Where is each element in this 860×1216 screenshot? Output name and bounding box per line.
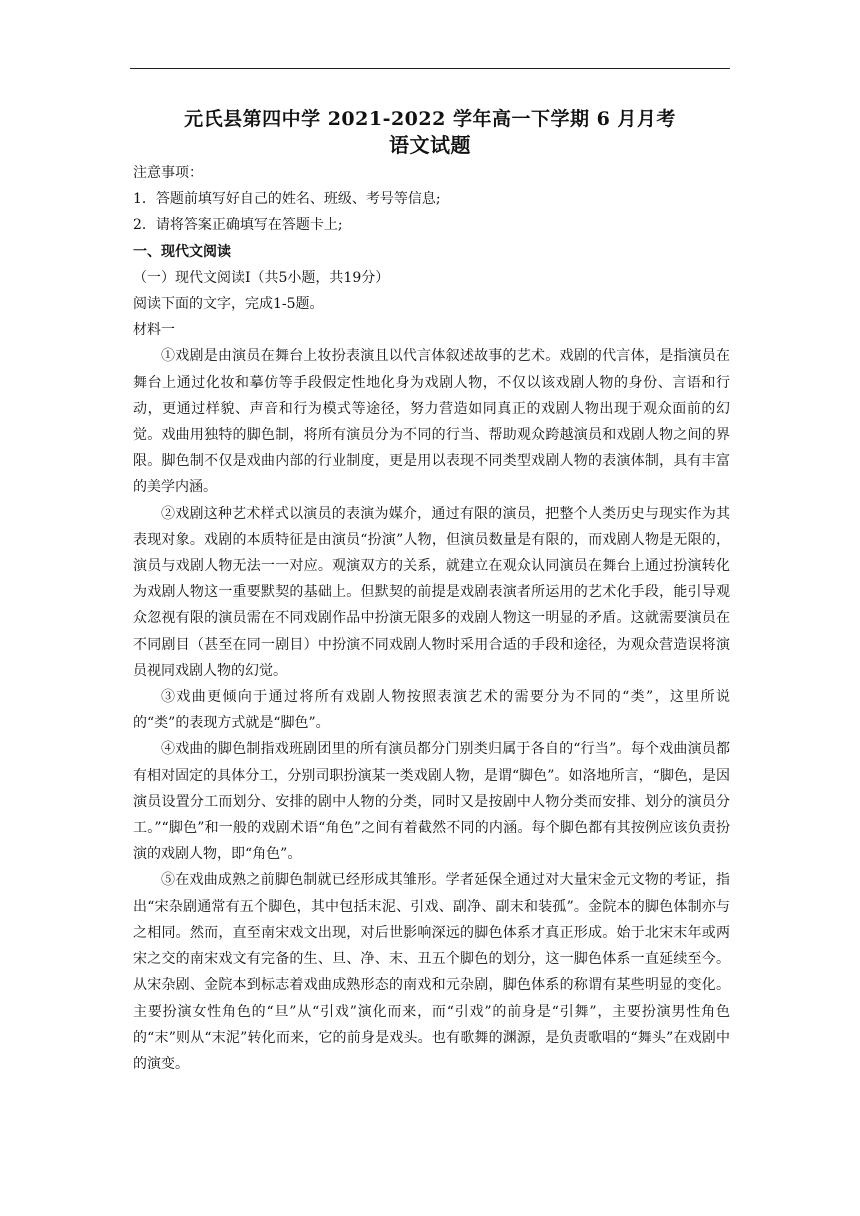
- passage-paragraph: ③戏曲更倾向于通过将所有戏剧人物按照表演艺术的需要分为不同的“类”，这里所说的“类”的表现方式就是“脚色”。: [133, 689, 730, 732]
- exam-title: 元氏县第四中学 2021-2022 学年高一下学期 6 月月考: [184, 108, 676, 130]
- passage-paragraph: ④戏曲的脚色制指戏班剧团里的所有演员都分门别类归属于各自的“行当”。每个戏曲演员都有相对固定的具体分工，分别司职扮演某一类戏剧人物，是谓“脚色”。如洛地所言，“脚色，是因演员设置分工而划分、安排的剧中人物的分类，同时又是按剧中人物分类而安排、划分的演员分工。”“脚色”和一般的戏剧术语“角色”之间有着截然不同的内涵。每个脚色都有其按例应该负责扮演的戏剧人物，即“角色”。: [133, 741, 730, 863]
- exam-content: [133, 160, 730, 1077]
- reading-instruction: 阅读下面的文字，完成1-5题。: [133, 296, 324, 313]
- section-subtitle: （一）现代文阅读Ⅰ（共5小题，共19分）: [133, 269, 390, 286]
- notes-heading: 注意事项：: [133, 165, 203, 181]
- note-item: 2．请将答案正确填写在答题卡上;: [133, 217, 343, 234]
- note-item: 1．答题前填写好自己的姓名、班级、考号等信息;: [133, 191, 441, 208]
- exam-subject-title: 语文试题: [389, 133, 471, 157]
- section-title: 一、现代文阅读: [133, 243, 231, 260]
- passage-paragraph: ①戏剧是由演员在舞台上妆扮表演且以代言体叙述故事的艺术。戏剧的代言体，是指演员在舞台上通过化妆和摹仿等手段假定性地化身为戏剧人物，不仅以该戏剧人物的身份、言语和行动，更通过样貌、声音和行为模式等途径，努力营造如同真正的戏剧人物出现于观众面前的幻觉。戏曲用独特的脚色制，将所有演员分为不同的行当、帮助观众跨越演员和戏剧人物之间的界限。脚色制不仅是戏曲内部的行业制度，更是用以表现不同类型戏剧人物的表演体制，具有丰富的美学内涵。: [133, 348, 730, 496]
- passage-paragraph: ②戏剧这种艺术样式以演员的表演为媒介，通过有限的演员，把整个人类历史与现实作为其表现对象。戏剧的本质特征是由演员“扮演”人物，但演员数量是有限的，而戏剧人物是无限的，演员与戏剧人物无法一一对应。观演双方的关系，就建立在观众认同演员在舞台上通过扮演转化为戏剧人物这一重要默契的基础上。但默契的前提是戏剧表演者所运用的艺术化手段，能引导观众忽视有限的演员需在不同戏剧作品中扮演无限多的戏剧人物这一明显的矛盾。这就需要演员在不同剧目（甚至在同一剧目）中扮演不同戏剧人物时采用合适的手段和途径，为观众营造误将演员视同戏剧人物的幻觉。: [133, 505, 730, 679]
- header-rule: [130, 68, 730, 69]
- material-label: 材料一: [133, 322, 175, 339]
- passage-paragraph: ⑤在戏曲成熟之前脚色制就已经形成其雏形。学者延保全通过对大量宋金元文物的考证，指出“宋杂剧通常有五个脚色，其中包括末泥、引戏、副净、副末和装孤”。金院本的脚色体制亦与之相同。然而，直至南宋戏文出现，对后世影响深远的脚色体系才真正形成。始于北宋末年或两宋之交的南宋戏文有完备的生、旦、净、末、丑五个脚色的划分，这一脚色体系一直延续至今。从宋杂剧、金院本到标志着戏曲成熟形态的南戏和元杂剧，脚色体系的称谓有某些明显的变化。主要扮演女性角色的“旦”从“引戏”演化而来，而“引戏”的前身是“引舞”，主要扮演男性角色的“末”则从“末泥”转化而来，它的前身是戏头。也有歌舞的渊源，是负责歌唱的“舞头”在戏剧中的演变。: [133, 872, 730, 1072]
